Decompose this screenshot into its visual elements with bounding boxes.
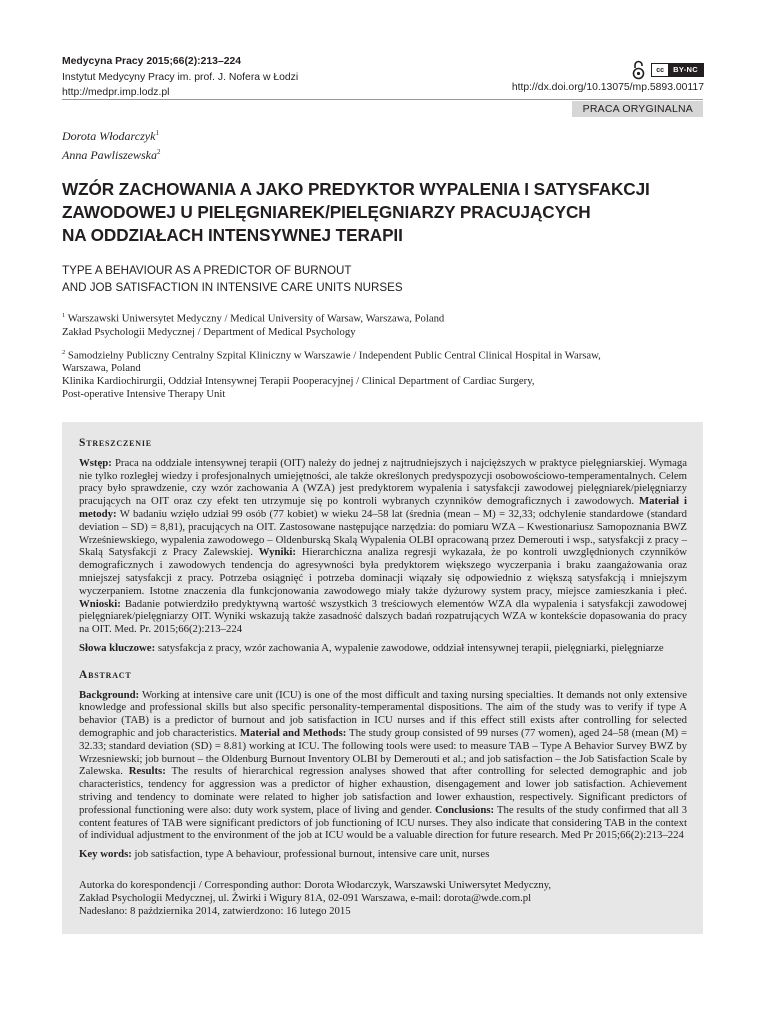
affiliations: [62, 309, 702, 408]
article-title: [62, 178, 712, 247]
doi-link[interactable]: http://dx.doi.org/10.13075/mp.5893.00117: [511, 82, 704, 93]
header-divider: [62, 99, 703, 100]
abstract-box: [62, 422, 703, 934]
journal-url[interactable]: http://medpr.imp.lodz.pl: [62, 87, 170, 98]
affiliation: $^2$ Samodzielny Publiczny Centralny Szpital Kliniczny w Warszawie / Independent Public Central Clinical Hospital in Warsaw, Warszawa, Poland Klinika Kardiochirurgii, Oddział Intensywnej Terapii Pooperacyjnej / Clinical Department of Cardiac Surgery, Post-operative Intensive Therapy Unit: [62, 348, 601, 401]
title-line: NA ODDZIAŁACH INTENSYWNEJ TERAPII: [62, 225, 403, 245]
cc-icon: cc: [652, 64, 668, 76]
license-row: [512, 59, 704, 81]
correspondence-line: Zakład Psychologii Medycznej, ul. Żwirki i Wigury 81A, 02-091 Warszawa, e-mail: dorota@wde.com.pl: [79, 891, 532, 904]
article-title-english: [62, 262, 403, 296]
streszczenie-text: Wstęp: Praca na oddziale intensywnej terapii (OIT) należy do jednej z najtrudniejszych i najcięższych w praktyce pielęgniarskiej. Wymaga nie tylko rozległej wiedzy i profesjonalnych umiejętności, ale także określonych predyspozycji osobowościowo-temperamentalnych. Celem pracy było sprawdzenie, czy wzór zachowania A (WZA) jest predyktorem wypalenia i satysfakcji zawodowej pielęgniarek/pielęgniarzy pracujących na OIT oraz czy efekt ten utrzymuje się po kontroli wybranych czynników demograficznych i zawodowych. Materiał i metody: W badaniu wzięło udział 99 osób (77 kobiet) w wieku 24–58 lat (średnia (mean – M) = 32,33; odchylenie standardowe (standard deviation – SD) = 8,81), pracujących na OIT. Zastosowane następujące narzędzia: do pomiaru WZA – Kwestionariusz Samopoznania BWZ Wrześniewskiego, wypalenia zawodowego – Oldenburską Skalą Wypalenia OLBI opracowaną przez Demerouti i wsp., satysfakcji z pracy – Skalą Satysfakcji z Pracy Zalewskiej. Wyniki: Hierarchiczna analiza regresji wykazała, że po kontroli uwzględnionych czynników demograficznych i zawodowych tendencja do agresywności była predyktorem większego wyczerpania i braku zaangażowania oraz mniejszej satysfakcji z pracy. Potrzeba osiągnięć i potrzeba dominacji wiązały się odpowiednio z większą satysfakcją i mniejszym wyczerpaniem. Istotne znaczenia dla funkcjonowania zawodowego miały także dyżurowy system pracy, miejsce zamieszkania i płeć. Wnioski: Badanie potwierdziło predyktywną wartość wszystkich 3 treściowych elementów WZA dla wypalenia i satysfakcji zawodowej pielęgniarek/pielęgniarzy OIT. Wyniki wskazują także zasadność dalszych badań rozpatrujących WZA w kontekście dopasowania do pracy na OIT. Med. Pr. 2015;66(2):213–224: [79, 456, 688, 636]
streszczenie-heading: Streszczenie: [79, 437, 152, 449]
journal-header: [62, 54, 298, 101]
article-type-badge: PRACA ORYGINALNA: [572, 101, 703, 117]
author: Anna Pawliszewska$^2$: [62, 148, 161, 162]
slowa-kluczowe: Słowa kluczowe: satysfakcja z pracy, wzór zachowania A, wypalenie zawodowe, oddział intensywnej terapii, pielęgniarki, pielęgniarze: [79, 641, 664, 654]
author: Dorota Włodarczyk$^1$: [62, 129, 159, 143]
cc-license-badge[interactable]: [651, 63, 704, 77]
correspondence-line: Autorka do korespondencji / Corresponding author: Dorota Włodarczyk, Warszawski Uniwersytet Medyczny,: [79, 878, 552, 891]
header-right: [512, 59, 704, 93]
institute-name: Instytut Medycyny Pracy im. prof. J. Nofera w Łodzi: [62, 71, 299, 83]
journal-citation: Medycyna Pracy 2015;66(2):213–224: [62, 56, 242, 67]
submission-dates: Nadesłano: 8 października 2014, zatwierdzono: 16 lutego 2015: [79, 904, 351, 917]
author-list: [62, 125, 161, 163]
affiliation: $^1$ Warszawski Uniwersytet Medyczny / Medical University of Warsaw, Warszawa, Poland Zakład Psychologii Medycznej / Department of Medical Psychology: [62, 312, 445, 338]
open-access-icon: [632, 60, 645, 80]
license-label: BY-NC: [668, 64, 703, 76]
title-line: ZAWODOWEJ U PIELĘGNIAREK/PIELĘGNIARZY PRACUJĄCYCH: [62, 202, 591, 222]
title-line: WZÓR ZACHOWANIA A JAKO PREDYKTOR WYPALENIA I SATYSFAKCJI: [62, 179, 650, 199]
abstract-heading: Abstract: [79, 668, 132, 681]
subtitle-line: AND JOB SATISFACTION IN INTENSIVE CARE UNITS NURSES: [62, 281, 403, 294]
abstract-text: Background: Working at intensive care unit (ICU) is one of the most difficult and taxing nursing specialties. It demands not only extensive knowledge and professional skills but also specific personality-temperamental dispositions. The aim of the study was to verify if type A behavior (TAB) is a predictor of burnout and job satisfaction in ICU nurses and if this effect still exists after controlling for selected demographic and job characteristics. Material and Methods: The study group consisted of 99 nurses (77 women), aged 24–58 (mean (M) = 32.33; standard deviation (SD) = 8.81) working at ICU. The following tools were used: to measure TAB – Type A Behavior Survey BWZ by Wrzesniewski; job burnout – the Oldenburg Burnout Inventory OLBI by Demerouti et al.; and job satisfaction – the Job Satisfaction Scale by Zalewska. Results: The results of hierarchical regression analyses showed that after controlling for selected demographic and job characteristics, tendency for aggression was a predictor of higher exhaustion, disengagement and lower job satisfaction. Achievement striving and tendency to dominate were related to higher job satisfaction and lower exhaustion, respectively. Significant predictors of professional functioning were also: duty work system, place of living and gender. Conclusions: The results of the study confirmed that all 3 content features of TAB were significant predictors of job functioning of ICU nurses. They also indicate that considering TAB in the context of individual adjustment to the environment of the job at ICU would be a valuable direction for future research. Med Pr 2015;66(2):213–224: [79, 688, 688, 842]
correspondence: [79, 879, 687, 918]
key-words: Key words: job satisfaction, type A behaviour, professional burnout, intensive care unit, nurses: [79, 848, 490, 861]
subtitle-line: TYPE A BEHAVIOUR AS A PREDICTOR OF BURNOUT: [62, 264, 352, 277]
